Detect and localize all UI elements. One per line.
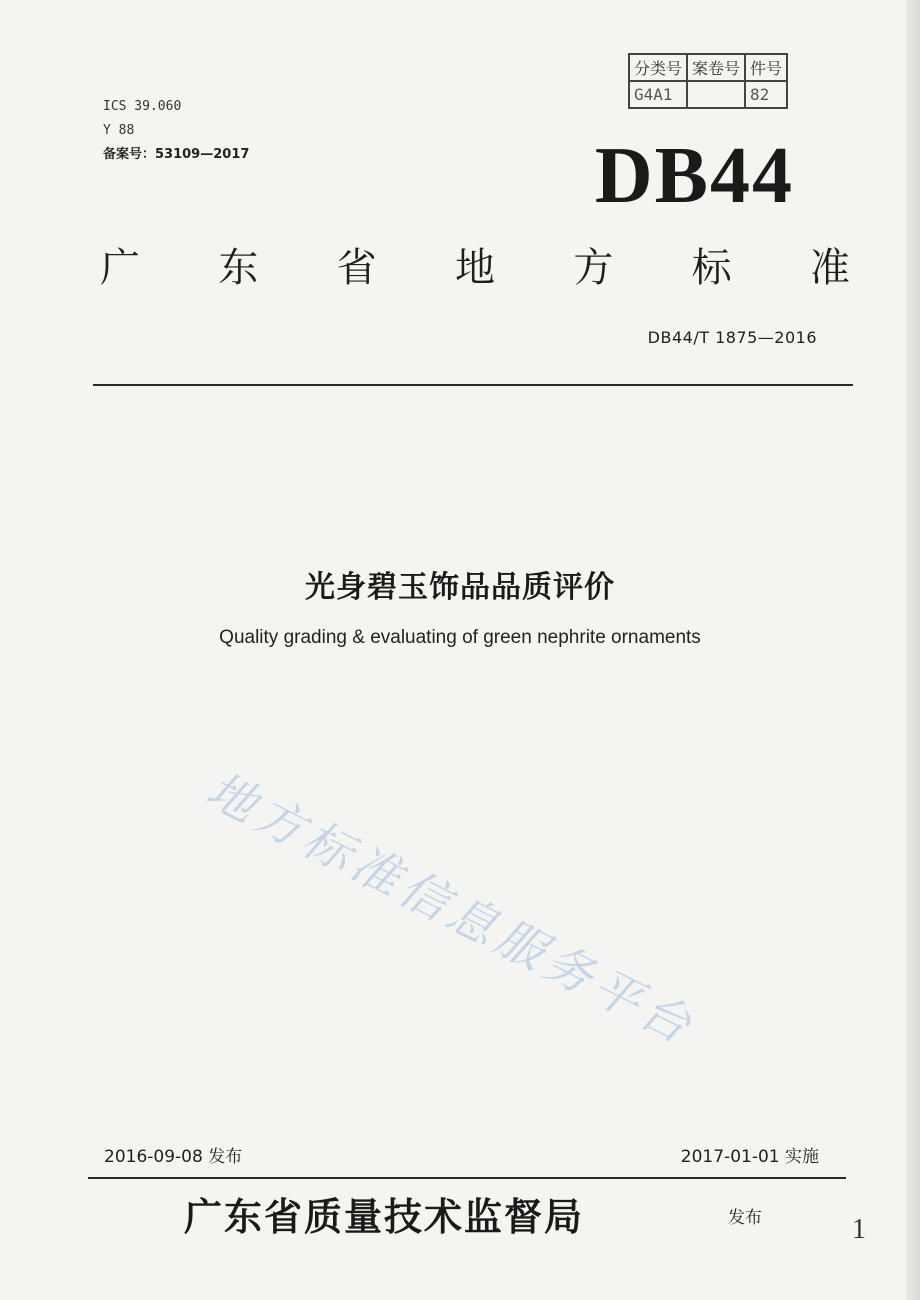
ics-code: ICS 39.060 (103, 99, 182, 114)
stamp-header-file: 案卷号 (687, 54, 745, 81)
filing-stamp-table (628, 53, 788, 109)
standard-number: DB44/T 1875—2016 (647, 328, 817, 347)
implement-date: 2017-01-01 实施 (680, 1147, 819, 1167)
issuing-authority: 广东省质量技术监督局 (184, 1194, 585, 1239)
top-divider (93, 384, 853, 386)
ccs-code: Y 88 (103, 123, 135, 138)
filing-number: 备案号：53109—2017 (103, 147, 250, 162)
standard-type-char: 东 (218, 245, 259, 291)
stamp-header-item: 件号 (745, 54, 787, 81)
db-code: DB44 (594, 132, 794, 220)
standard-type-char: 准 (809, 245, 850, 291)
standard-type-char: 省 (336, 245, 377, 291)
standard-type-title (100, 236, 850, 293)
stamp-value-row (629, 81, 787, 108)
scan-edge (906, 0, 920, 1300)
stamp-value-category: G4A1 (629, 81, 687, 108)
stamp-header-category: 分类号 (629, 54, 687, 81)
issue-label: 发布 (728, 1208, 762, 1228)
standard-type-char: 标 (691, 245, 732, 291)
stamp-value-item: 82 (745, 81, 787, 108)
stamp-header-row (629, 54, 787, 81)
bottom-divider (88, 1177, 846, 1179)
publish-date: 2016-09-08 发布 (104, 1147, 243, 1167)
page-number: 1 (852, 1214, 866, 1245)
classification-block (103, 95, 249, 167)
watermark-text: 地方标准信息服务平台 (197, 761, 705, 1057)
standard-type-char: 广 (100, 245, 140, 291)
standard-type-char: 地 (454, 245, 495, 291)
chinese-title: 光身碧玉饰品品质评价 (305, 570, 615, 605)
standard-type-char: 方 (573, 245, 614, 291)
stamp-value-file (687, 81, 745, 108)
english-title: Quality grading & evaluating of green nephrite ornaments (219, 627, 701, 648)
